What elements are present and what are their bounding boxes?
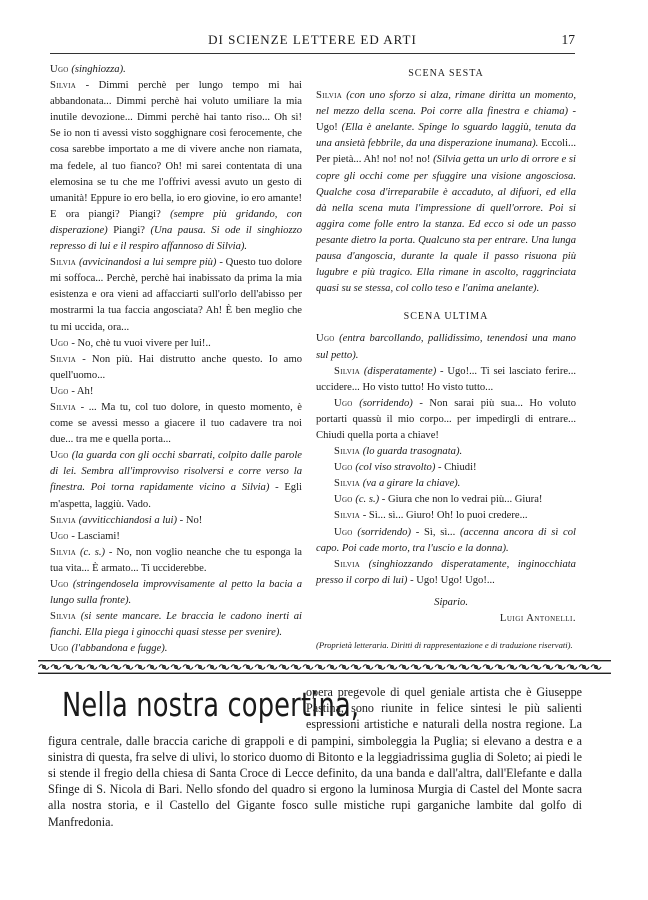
spoken-text: - No, non voglio neanche che tu esponga la tua vita... È armato... Ti ucciderebbe. bbox=[50, 546, 302, 574]
dialogue-line bbox=[50, 641, 302, 657]
stage-direction: (lo guarda trasognata). bbox=[362, 446, 463, 458]
stage-direction: (disperatamente) bbox=[363, 365, 437, 377]
cover-heading: Nella nostra copertina, bbox=[62, 685, 360, 724]
cover-description bbox=[48, 684, 582, 830]
stage-direction: (Una pausa. Si ode il singhiozzo represso di lui e il respiro affannoso di Silvia). bbox=[50, 224, 302, 253]
spoken-text: - Ugo! Ugo! Ugo!... bbox=[407, 574, 495, 586]
stage-direction: (va a girare la chiave). bbox=[362, 478, 461, 490]
speaker-name: Ugo bbox=[334, 462, 353, 474]
spoken-text: - Ugo!... Ti sei lasciato ferire... uccidere... Ho visto tutto! Ho visto tutto... bbox=[316, 365, 576, 393]
speaker-name: Ugo bbox=[50, 643, 69, 655]
stage-direction: (la guarda con gli occhi sbarrati, colpito dalle parole di lei. Sembra all'improvviso risolversi e corre verso la finestra. Poi torna rapidamente vicino a Silvia) bbox=[50, 450, 302, 494]
spoken-text: - Giura che non lo vedrai più... Giura! bbox=[379, 494, 543, 506]
stage-direction: (c. s.) bbox=[355, 494, 380, 506]
stage-direction: (col viso stravolto) bbox=[355, 462, 436, 474]
stage-direction: (c. s.) bbox=[79, 546, 106, 558]
speaker-name: Silvia bbox=[50, 257, 77, 269]
scene-ultima-title: SCENA ULTIMA bbox=[403, 311, 489, 323]
speaker-name: Silvia bbox=[50, 353, 77, 365]
stage-direction: (avviticchiandosi a lui) bbox=[78, 514, 178, 526]
dialogue-line bbox=[316, 331, 576, 363]
stage-direction: (sorridendo) bbox=[357, 526, 411, 538]
speaker-name: Ugo bbox=[334, 494, 353, 506]
spoken-text: - Egli m'aspetta, laggiù. Vado. bbox=[50, 482, 302, 510]
spoken-text: - Dimmi perchè per lungo tempo mi hai abbandonata... Dimmi perchè hai voluto umiliare la mia inutile devozione... Dimmi perchè hai tanto riso... Oh sì! Se io non ti avessi visto sogghignare così ferocemente, che cosa sarebbe importato a me di vivere anche non riamata, ma fedele, al tuo fianco? Oh! mi sarei contentata di una elemosina se tu che me l'offrivi avessi avuto un gesto di umanità! Eppure io ero bella, io ero giovine, io ero amante! E ora piangi? Piangi? bbox=[50, 80, 302, 220]
dialogue-line bbox=[316, 557, 576, 589]
speaker-name: Silvia bbox=[334, 478, 361, 490]
speaker-name: Ugo bbox=[50, 64, 69, 75]
stage-direction: (con uno sforzo si alza, rimane diritta un momento, nel mezzo della scena. Poi corre alla finestra e chiama) bbox=[316, 90, 576, 118]
speaker-name: Silvia bbox=[50, 546, 77, 558]
stage-direction: (singhiozza). bbox=[71, 64, 126, 75]
dialogue-line bbox=[50, 513, 302, 529]
dialogue-line bbox=[50, 448, 302, 512]
dialogue-line bbox=[50, 545, 302, 577]
stage-direction: (entra barcollando, pallidissimo, tenendosi una mano sul petto). bbox=[316, 333, 576, 361]
dialogue-line bbox=[316, 525, 576, 557]
stage-direction: (Silvia getta un urlo di orrore e si copre gli occhi come per sfuggire una visione angosciosa. Qualche cosa d'irreparabile è accaduto, al difuori, ed ella dà nella scena muta l'impressione di quell'orrore. Poi si aggira come folle entro la stanza. Ed ecco si ode un passo pesante dietro la porta. Qualcuno sta per entrare. Una lunga pausa d'angoscia, durante la quale il passo risuona più lugubre e più tragico. Ella rimane in ascolto, raggrinciata quasi su se stessa, col collo teso e l'anima anelante). bbox=[316, 154, 577, 295]
speaker-name: Ugo bbox=[334, 397, 353, 409]
header-rule bbox=[50, 53, 575, 54]
dialogue-line bbox=[50, 384, 302, 400]
speaker-name: Silvia bbox=[316, 90, 343, 102]
author-signature: Luigi Antonelli. bbox=[499, 613, 576, 624]
spoken-text: Piangi? bbox=[107, 224, 151, 236]
speaker-name: Ugo bbox=[50, 530, 69, 542]
speaker-name: Silvia bbox=[50, 401, 77, 413]
spoken-text: - Non più. Hai distrutto anche questo. Io amo quell'uomo... bbox=[50, 353, 302, 381]
rights-notice: (Proprietà letteraria. Diritti di rappresentazione e di traduzione riservati). bbox=[316, 640, 573, 651]
spoken-text: Eccoli... Per pietà... Ah! no! no! no! bbox=[316, 138, 576, 166]
spoken-text: - No, chè tu vuoi vivere per lui!.. bbox=[68, 337, 211, 349]
dialogue-line bbox=[316, 364, 576, 396]
speaker-name: Silvia bbox=[334, 510, 361, 522]
speaker-name: Silvia bbox=[50, 80, 77, 92]
stage-direction: (sempre più gridando, con disperazione) bbox=[50, 208, 302, 236]
dialogue-line bbox=[50, 78, 302, 255]
stage-direction: (accenna ancora di sì col capo. Poi cade morto, tra l'uscio e la donna). bbox=[316, 526, 576, 554]
dialogue-line bbox=[50, 62, 302, 78]
stage-direction: (l'abbandona e fugge). bbox=[71, 643, 168, 655]
dialogue-line bbox=[50, 577, 302, 609]
dialogue-line bbox=[316, 396, 576, 444]
speaker-name: Silvia bbox=[50, 514, 77, 526]
dialogue-line bbox=[50, 255, 302, 335]
speaker-name: Silvia bbox=[50, 611, 77, 623]
dialogue-line bbox=[50, 529, 302, 545]
spoken-text: - Lasciami! bbox=[68, 530, 120, 542]
spoken-text: - No! bbox=[177, 514, 203, 526]
spoken-text: - Ugo! bbox=[316, 106, 576, 134]
dialogue-line bbox=[316, 88, 576, 297]
spoken-text: - Sì... sì... Giuro! Oh! lo puoi credere... bbox=[360, 510, 528, 522]
dialogue-line bbox=[316, 460, 576, 476]
dialogue-line bbox=[316, 476, 576, 492]
spoken-text: - Ah! bbox=[68, 385, 94, 397]
spoken-text: - Non sarai più sua... Ho voluto portarti quassù il mio corpo... per impedirgli di entrare... Chiudi quella porta a chiave! bbox=[316, 397, 576, 441]
stage-direction: (singhiozzando disperatamente, inginocchiata presso il corpo di lui) bbox=[316, 558, 576, 586]
dialogue-line bbox=[50, 400, 302, 448]
spoken-text: - Questo tuo dolore mi soffoca... Perchè, perchè hai inabissato da prima la mia esistenza e ora vieni ad affacciarti sull'orlo dell'abisso per mostrarmi la tua faccia angosciata? Ah! È ben meglio che tu mi uccida, ora... bbox=[50, 257, 302, 333]
speaker-name: Ugo bbox=[316, 333, 335, 345]
dialogue-line bbox=[50, 336, 302, 352]
dialogue-line bbox=[316, 444, 576, 460]
scene-ultima-text bbox=[316, 331, 576, 589]
dialogue-line bbox=[316, 492, 576, 508]
ornamental-divider bbox=[38, 658, 611, 676]
journal-title: DI SCIENZE LETTERE ED ARTI bbox=[208, 32, 417, 47]
running-header bbox=[50, 32, 575, 50]
right-column bbox=[316, 66, 576, 651]
speaker-name: Ugo bbox=[334, 526, 353, 538]
stage-direction: (avvicinandosi a lui sempre più) bbox=[78, 257, 217, 269]
speaker-name: Ugo bbox=[50, 579, 69, 590]
spoken-text: - ... Ma tu, col tuo dolore, in questo momento, è come se avessi messo a giacere il tuo cadavere tra noi due... tra me e quella porta... bbox=[50, 401, 302, 446]
stage-direction: (sorridendo) bbox=[359, 397, 413, 409]
speaker-name: Silvia bbox=[334, 365, 361, 377]
stage-direction: (Ella è anelante. Spinge lo sguardo laggiù, tenuta da una ansietà febbrile, da una disperazione inumana). bbox=[316, 122, 577, 150]
speaker-name: Ugo bbox=[50, 385, 69, 397]
speaker-name: Ugo bbox=[50, 337, 69, 349]
page-number: 17 bbox=[561, 32, 575, 47]
dialogue-line bbox=[50, 609, 302, 641]
left-column bbox=[50, 62, 302, 657]
cover-body: opera pregevole di quel geniale artista che è Giuseppe Pàstina, sono riunite in felice sintesi le più salienti espressioni artistiche e naturali della nostra regione. La figura centrale, dalle braccia cariche di grappoli e di pampini, simboleggia la Puglia; si elevano a destra e a sinistra di questa, fra selve di ulivi, lo storico duomo di Bitonto e la leggiadrissima guglia di Soleto; ai piedi le si stende il fregio della chiesa di Santa Croce di Lecce definito, da una banda e dall'altra, dall'Elefante e dalla Sfinge di S. Nicola di Bari. Nello sfondo del quadro si ergono la luminosa Murgia di Castel del Monte sacra alla nostra storia, e il Castello del Gigante fosco sulle mistiche rupi garganiche lambite dal golfo di Manfredonia. bbox=[48, 685, 582, 829]
dialogue-line bbox=[316, 508, 576, 524]
stage-direction: (stringendosela improvvisamente al petto la bacia a lungo sulla fronte). bbox=[50, 579, 302, 607]
stage-direction: (si sente mancare. Le braccia le cadono inerti ai fianchi. Ella piega i ginocchi quasi stesse per svenire). bbox=[50, 611, 302, 639]
scene-sesta-text bbox=[316, 88, 576, 297]
speaker-name: Ugo bbox=[50, 450, 69, 462]
spoken-text: - Sì, sì... bbox=[410, 526, 460, 538]
speaker-name: Silvia bbox=[334, 446, 361, 458]
scene-sesta-title: SCENA SESTA bbox=[408, 68, 484, 79]
sipario: Sipario. bbox=[434, 596, 468, 608]
spoken-text: - Chiudi! bbox=[435, 462, 477, 474]
speaker-name: Silvia bbox=[334, 558, 361, 570]
dialogue-line bbox=[50, 352, 302, 384]
